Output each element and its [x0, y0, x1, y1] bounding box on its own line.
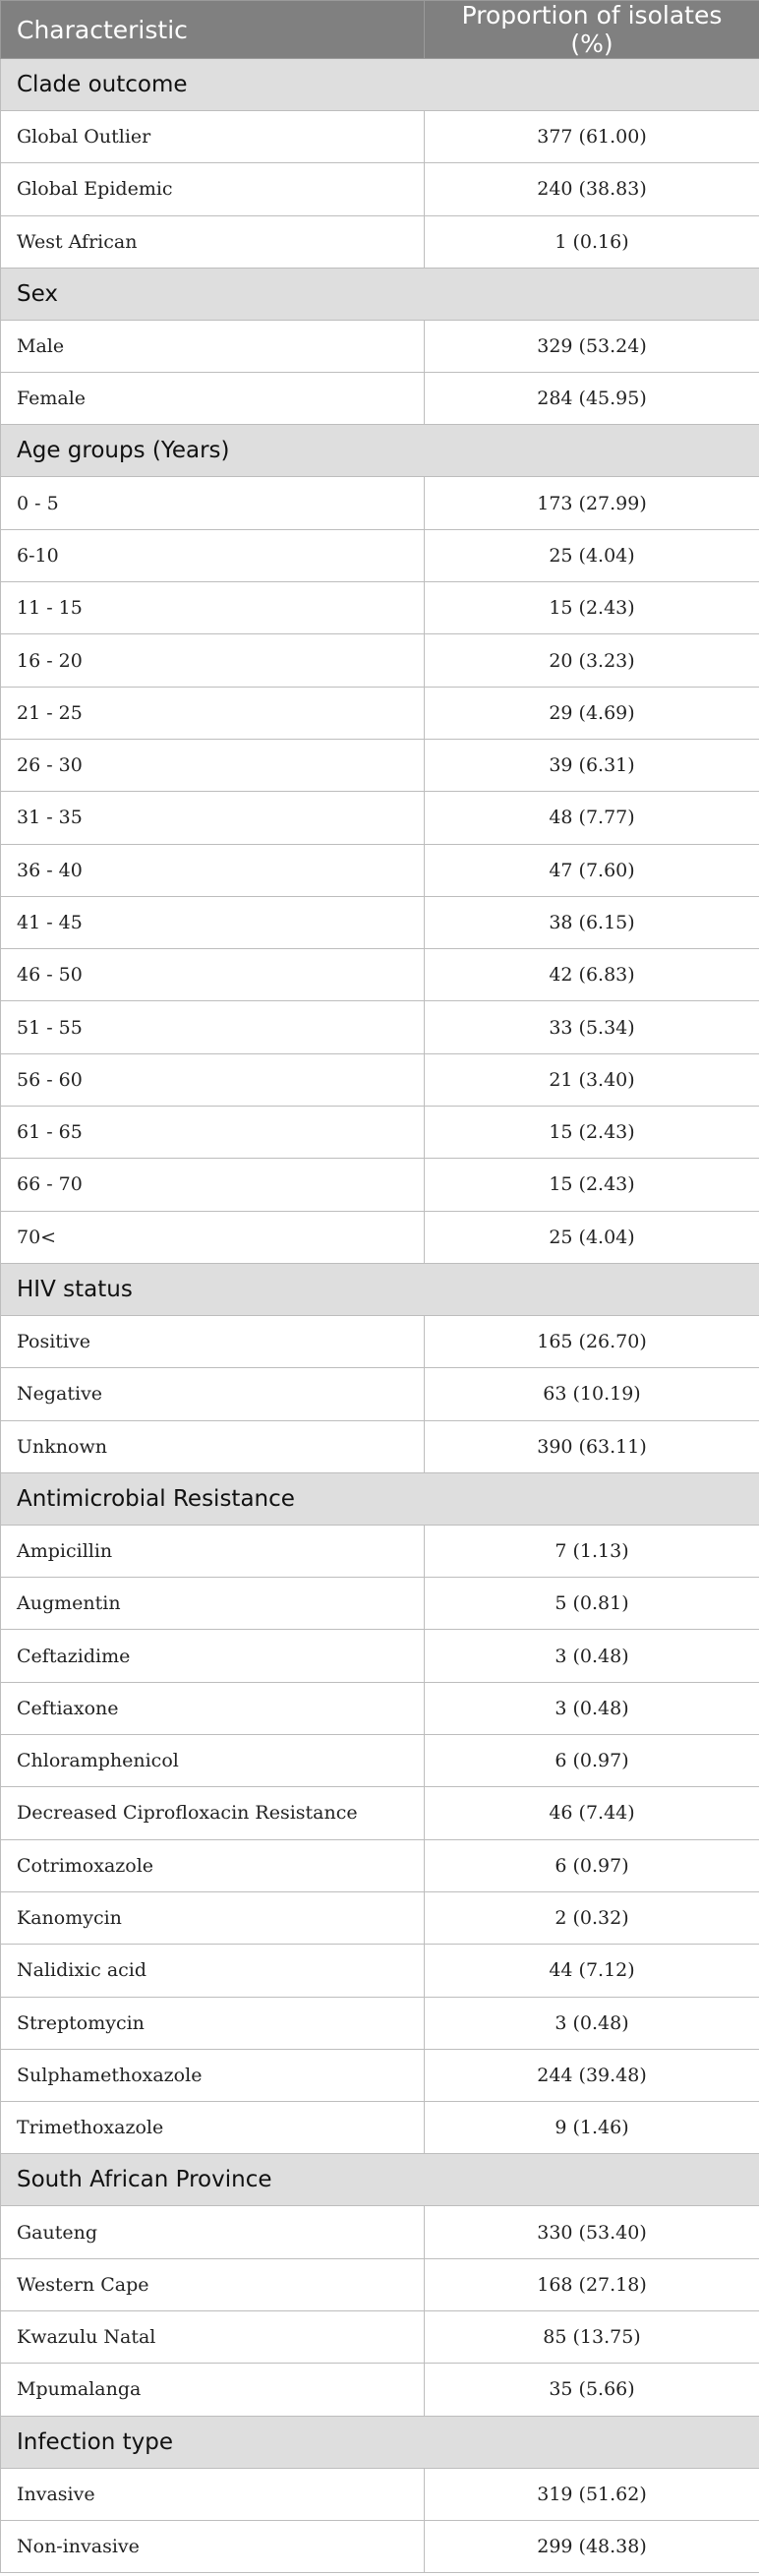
table-row	[1, 1420, 759, 1472]
proportion-cell: 390 (63.11)	[425, 1420, 759, 1472]
characteristic-cell: Mpumalanga	[1, 2364, 425, 2416]
table-row	[1, 2102, 759, 2154]
section-title: South African Province	[1, 2154, 759, 2206]
table-row	[1, 320, 759, 372]
characteristic-cell: 26 - 30	[1, 739, 425, 791]
proportion-cell: 63 (10.19)	[425, 1368, 759, 1420]
table-row	[1, 896, 759, 948]
characteristic-cell: 51 - 55	[1, 1001, 425, 1053]
characteristic-cell: Female	[1, 373, 425, 425]
characteristic-cell: Sulphamethoxazole	[1, 2049, 425, 2101]
characteristic-cell: Ceftazidime	[1, 1630, 425, 1682]
proportion-cell: 165 (26.70)	[425, 1315, 759, 1367]
proportion-cell: 1 (0.16)	[425, 215, 759, 268]
section-title: Age groups (Years)	[1, 425, 759, 477]
characteristic-cell: Streptomycin	[1, 1997, 425, 2049]
table-row	[1, 1945, 759, 1997]
characteristic-cell: Augmentin	[1, 1578, 425, 1630]
characteristic-cell: 11 - 15	[1, 582, 425, 634]
table-row	[1, 634, 759, 687]
proportion-cell: 42 (6.83)	[425, 949, 759, 1001]
characteristic-cell: 36 - 40	[1, 844, 425, 896]
proportion-cell: 299 (48.38)	[425, 2520, 759, 2572]
section-title: Antimicrobial Resistance	[1, 1472, 759, 1525]
section-title: Sex	[1, 268, 759, 320]
characteristic-cell: Chloramphenicol	[1, 1735, 425, 1787]
characteristic-cell: West African	[1, 215, 425, 268]
table-row	[1, 687, 759, 739]
proportion-cell: 15 (2.43)	[425, 582, 759, 634]
characteristic-cell: Negative	[1, 1368, 425, 1420]
proportion-cell: 329 (53.24)	[425, 320, 759, 372]
proportion-cell: 240 (38.83)	[425, 163, 759, 215]
proportion-cell: 25 (4.04)	[425, 529, 759, 581]
proportion-cell: 33 (5.34)	[425, 1001, 759, 1053]
proportion-cell: 48 (7.77)	[425, 792, 759, 844]
table-row	[1, 1682, 759, 1734]
table-row	[1, 1211, 759, 1263]
characteristic-cell: 70<	[1, 1211, 425, 1263]
table-row	[1, 1997, 759, 2049]
characteristic-cell: Global Epidemic	[1, 163, 425, 215]
table-row	[1, 2206, 759, 2258]
table-row	[1, 1315, 759, 1367]
characteristic-cell: Male	[1, 320, 425, 372]
characteristic-cell: 6-10	[1, 529, 425, 581]
section-row	[1, 2154, 759, 2206]
proportion-cell: 25 (4.04)	[425, 1211, 759, 1263]
proportion-cell: 6 (0.97)	[425, 1839, 759, 1891]
proportion-cell: 9 (1.46)	[425, 2102, 759, 2154]
table-row	[1, 529, 759, 581]
table-row	[1, 2468, 759, 2520]
section-row	[1, 1263, 759, 1315]
table-row	[1, 739, 759, 791]
section-title: Clade outcome	[1, 59, 759, 111]
section-title: Infection type	[1, 2416, 759, 2468]
proportion-cell: 44 (7.12)	[425, 1945, 759, 1997]
section-row	[1, 425, 759, 477]
characteristic-cell: Gauteng	[1, 2206, 425, 2258]
header-proportion: Proportion of isolates (%)	[425, 1, 759, 59]
table-row	[1, 477, 759, 529]
proportion-cell: 168 (27.18)	[425, 2258, 759, 2310]
characteristic-cell: 61 - 65	[1, 1107, 425, 1159]
table-row	[1, 2310, 759, 2363]
table-row	[1, 2520, 759, 2572]
table-body	[1, 59, 759, 2573]
proportion-cell: 284 (45.95)	[425, 373, 759, 425]
proportion-cell: 21 (3.40)	[425, 1053, 759, 1106]
characteristic-cell: Nalidixic acid	[1, 1945, 425, 1997]
table-row	[1, 2258, 759, 2310]
proportion-cell: 330 (53.40)	[425, 2206, 759, 2258]
proportion-cell: 15 (2.43)	[425, 1159, 759, 1211]
characteristic-cell: 66 - 70	[1, 1159, 425, 1211]
characteristic-cell: Non-invasive	[1, 2520, 425, 2572]
proportion-cell: 3 (0.48)	[425, 1997, 759, 2049]
proportion-cell: 85 (13.75)	[425, 2310, 759, 2363]
proportion-cell: 3 (0.48)	[425, 1630, 759, 1682]
table-row	[1, 1368, 759, 1420]
table-row	[1, 1630, 759, 1682]
characteristic-cell: 16 - 20	[1, 634, 425, 687]
section-row	[1, 1472, 759, 1525]
table-row	[1, 373, 759, 425]
characteristic-cell: 46 - 50	[1, 949, 425, 1001]
table-row	[1, 582, 759, 634]
proportion-cell: 29 (4.69)	[425, 687, 759, 739]
proportion-cell: 6 (0.97)	[425, 1735, 759, 1787]
table-row	[1, 792, 759, 844]
proportion-cell: 319 (51.62)	[425, 2468, 759, 2520]
characteristic-cell: Positive	[1, 1315, 425, 1367]
table-row	[1, 1891, 759, 1944]
proportion-cell: 3 (0.48)	[425, 1682, 759, 1734]
proportion-cell: 39 (6.31)	[425, 739, 759, 791]
proportion-cell: 20 (3.23)	[425, 634, 759, 687]
proportion-cell: 35 (5.66)	[425, 2364, 759, 2416]
characteristic-cell: Trimethoxazole	[1, 2102, 425, 2154]
proportion-cell: 5 (0.81)	[425, 1578, 759, 1630]
characteristic-cell: 56 - 60	[1, 1053, 425, 1106]
header-characteristic: Characteristic	[1, 1, 425, 59]
characteristic-cell: 31 - 35	[1, 792, 425, 844]
section-title: HIV status	[1, 1263, 759, 1315]
characteristic-cell: Ampicillin	[1, 1525, 425, 1577]
characteristic-cell: 21 - 25	[1, 687, 425, 739]
proportion-cell: 173 (27.99)	[425, 477, 759, 529]
characteristic-cell: Kanomycin	[1, 1891, 425, 1944]
table-row	[1, 2049, 759, 2101]
table-row	[1, 1735, 759, 1787]
characteristic-cell: Invasive	[1, 2468, 425, 2520]
table-row	[1, 1525, 759, 1577]
proportion-cell: 47 (7.60)	[425, 844, 759, 896]
characteristic-cell: Kwazulu Natal	[1, 2310, 425, 2363]
table-row	[1, 215, 759, 268]
header-row	[1, 1, 759, 59]
proportion-cell: 377 (61.00)	[425, 111, 759, 163]
proportion-cell: 244 (39.48)	[425, 2049, 759, 2101]
table-row	[1, 163, 759, 215]
characteristic-cell: 41 - 45	[1, 896, 425, 948]
section-row	[1, 2416, 759, 2468]
table-row	[1, 2364, 759, 2416]
proportion-cell: 2 (0.32)	[425, 1891, 759, 1944]
characteristic-cell: Western Cape	[1, 2258, 425, 2310]
characteristic-cell: 0 - 5	[1, 477, 425, 529]
characteristic-cell: Unknown	[1, 1420, 425, 1472]
proportion-cell: 7 (1.13)	[425, 1525, 759, 1577]
proportion-cell: 46 (7.44)	[425, 1787, 759, 1839]
characteristic-cell: Decreased Ciprofloxacin Resistance	[1, 1787, 425, 1839]
table-row	[1, 844, 759, 896]
table-row	[1, 1053, 759, 1106]
section-row	[1, 59, 759, 111]
table-row	[1, 1787, 759, 1839]
table-row	[1, 111, 759, 163]
table-row	[1, 1107, 759, 1159]
proportion-cell: 38 (6.15)	[425, 896, 759, 948]
characteristic-cell: Ceftiaxone	[1, 1682, 425, 1734]
characteristic-cell: Cotrimoxazole	[1, 1839, 425, 1891]
table-row	[1, 1001, 759, 1053]
table-row	[1, 1159, 759, 1211]
section-row	[1, 268, 759, 320]
table-row	[1, 949, 759, 1001]
proportion-cell: 15 (2.43)	[425, 1107, 759, 1159]
table-row	[1, 1839, 759, 1891]
characteristic-cell: Global Outlier	[1, 111, 425, 163]
table-row	[1, 1578, 759, 1630]
